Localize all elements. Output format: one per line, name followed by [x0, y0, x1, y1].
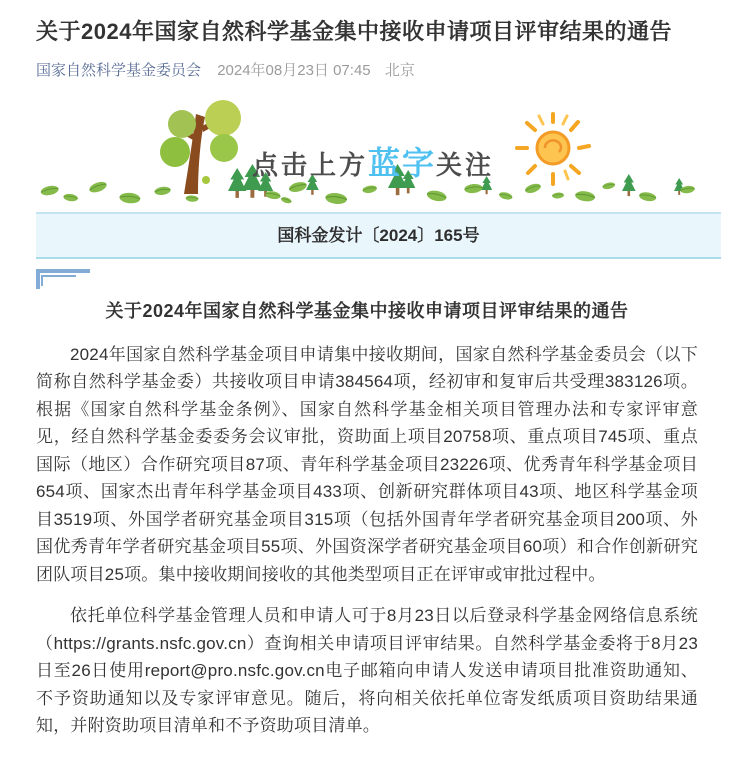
tree-icon — [160, 100, 241, 194]
notice-paragraph-1: 2024年国家自然科学基金项目申请集中接收期间，国家自然科学基金委员会（以下简称自然科学基金委）共接收项目申请384564项，经初审和复审后共受理383126项。根据《国家自然科学基金条例》、国家自然科学基金相关项目管理办法和专家评审意见，经自然科学基金委委务会议审批，资助面上项目20758项、重点项目745项、重点国际（地区）合作研究项目87项、青年科学基金项目23226项、优秀青年科学基金项目654项、国家杰出青年科学基金项目433项、创新研究群体项目43项、地区科学基金项目3519项、外国学者研究基金项目315项（包括外国青年学者研究基金项目200项、外国优秀青年学者研究基金项目55项、外国资深学者研究基金项目60项）和合作创新研究团队项目25项。集中接收期间接收的其他类型项目正在评审或审批过程中。 — [36, 344, 698, 584]
follow-prompt-prefix: 点击上方 — [252, 149, 369, 180]
publish-date: 2024年08月23日 07:45 — [217, 61, 371, 79]
article — [0, 17, 731, 760]
follow-banner — [36, 92, 698, 204]
follow-prompt-suffix: 关注 — [436, 149, 495, 180]
byline — [36, 59, 698, 80]
follow-prompt-highlight: 蓝字 — [368, 144, 437, 181]
account-name-link[interactable]: 国家自然科学基金委员会 — [36, 61, 202, 79]
notice-paragraph-2: 依托单位科学基金管理人员和申请人可于8月23日以后登录科学基金网络信息系统（https://grants.nsfc.gov.cn）查询相关申请项目评审结果。自然科学基金委将于8月23日至26日使用report@pro.nsfc.gov.cn电子邮箱向申请人发送申请项目批准资助通知、不予资助通知以及专家评审意见。随后，将向相关依托单位寄发纸质项目资助结果通知，并附资助项目清单和不予资助项目清单。 — [36, 606, 698, 736]
follow-prompt — [252, 138, 494, 184]
sun-icon — [517, 114, 589, 184]
notice-heading: 关于2024年国家自然科学基金集中接收申请项目评审结果的通告 — [105, 300, 629, 321]
publish-location: 北京 — [384, 61, 415, 79]
corner-bracket-decoration — [36, 269, 90, 289]
document-number-banner: 国科金发计〔2024〕165号 — [36, 212, 721, 259]
article-title: 关于2024年国家自然科学基金集中接收申请项目评审结果的通告 — [36, 19, 672, 44]
